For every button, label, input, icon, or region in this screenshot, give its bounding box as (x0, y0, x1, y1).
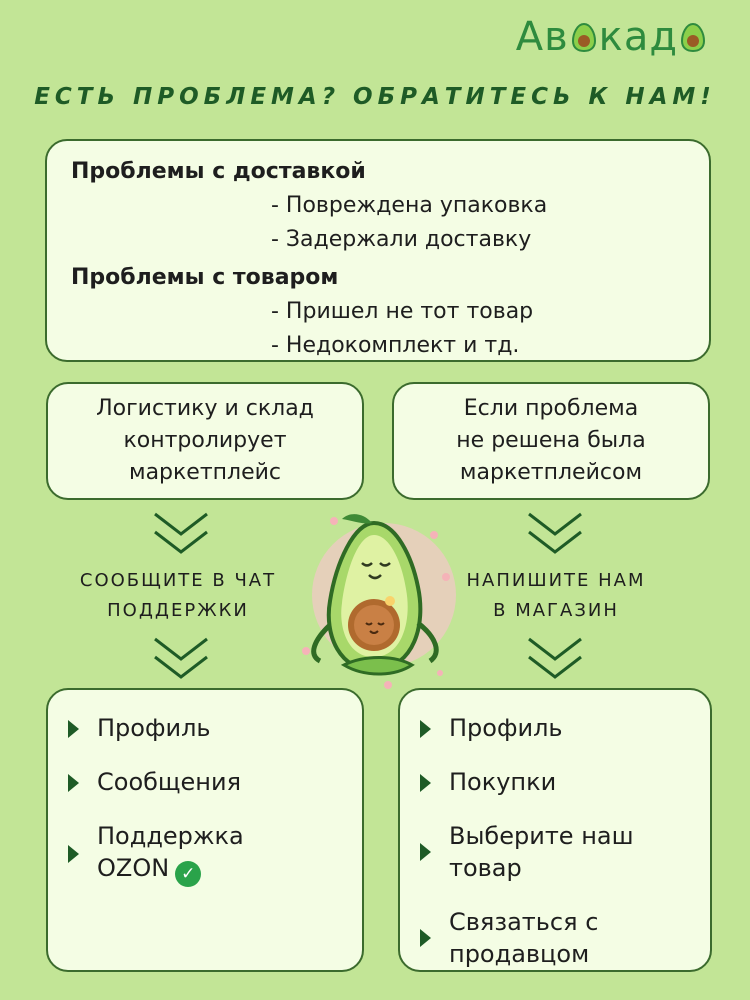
card-line: Если проблема (463, 396, 639, 421)
section-title-product: Проблемы с товаром (71, 265, 339, 290)
step-label (97, 820, 244, 887)
unsolved-card (392, 382, 710, 500)
step-contact-seller (420, 906, 690, 970)
step-label: Сообщения (97, 768, 242, 796)
step-profile (68, 712, 342, 744)
card-line: маркетплейс (128, 460, 282, 485)
check-circle-icon: ✓ (175, 861, 201, 887)
meditating-avocado-illustration (284, 505, 474, 695)
problems-card (45, 139, 711, 362)
avocado-half-icon (571, 22, 597, 52)
section-title-delivery: Проблемы с доставкой (71, 159, 366, 184)
triangle-bullet-icon (420, 720, 431, 738)
action-caption-chat (58, 566, 298, 626)
double-chevron-down-icon (527, 512, 583, 556)
card-line: не решена была (456, 428, 646, 453)
triangle-bullet-icon (68, 720, 79, 738)
marketplace-card (46, 382, 364, 500)
double-chevron-down-icon (153, 512, 209, 556)
caption-line: НАПИШИТЕ НАМ (466, 570, 646, 591)
triangle-bullet-icon (68, 774, 79, 792)
avocado-half-icon (680, 22, 706, 52)
triangle-bullet-icon (420, 774, 431, 792)
card-line: Логистику и склад (96, 396, 314, 421)
triangle-bullet-icon (420, 929, 431, 947)
step-purchases (420, 766, 690, 798)
step-label-line: Связаться с (449, 908, 599, 936)
step-profile (420, 712, 690, 744)
list-item: - Повреждена упаковка (271, 193, 548, 218)
step-label: Профиль (449, 714, 563, 742)
card-line: контролирует (123, 428, 287, 453)
logo-text-end: кад (598, 14, 678, 60)
step-label: Покупки (449, 768, 557, 796)
step-label-line: Выберите наш (449, 822, 634, 850)
double-chevron-down-icon (527, 637, 583, 681)
ozon-steps-card (46, 688, 364, 972)
step-messages (68, 766, 342, 798)
card-line: маркетплейсом (459, 460, 643, 485)
store-steps-card (398, 688, 712, 972)
step-label-line: продавцом (449, 940, 590, 968)
step-support (68, 820, 342, 887)
double-chevron-down-icon (153, 637, 209, 681)
triangle-bullet-icon (420, 843, 431, 861)
step-label-line: Поддержка (97, 822, 244, 850)
caption-line: СООБЩИТЕ В ЧАТ (79, 570, 277, 591)
brand-logo (516, 14, 708, 60)
step-label (449, 820, 634, 884)
list-item: - Задержали доставку (271, 227, 532, 252)
triangle-bullet-icon (68, 845, 79, 863)
step-label (449, 906, 598, 970)
caption-line: ПОДДЕРЖКИ (107, 600, 249, 621)
caption-line: В МАГАЗИН (493, 600, 619, 621)
step-choose-product (420, 820, 690, 884)
step-label-line: товар (449, 854, 522, 882)
ozon-label: OZON (97, 854, 170, 882)
action-caption-store (446, 566, 666, 626)
list-item: - Пришел не тот товар (271, 299, 534, 324)
step-label: Профиль (97, 714, 211, 742)
page-headline: ЕСТЬ ПРОБЛЕМА? ОБРАТИТЕСЬ К НАМ! (34, 84, 716, 110)
list-item: - Недокомплект и тд. (271, 333, 520, 358)
logo-text-start: Ав (515, 14, 569, 60)
